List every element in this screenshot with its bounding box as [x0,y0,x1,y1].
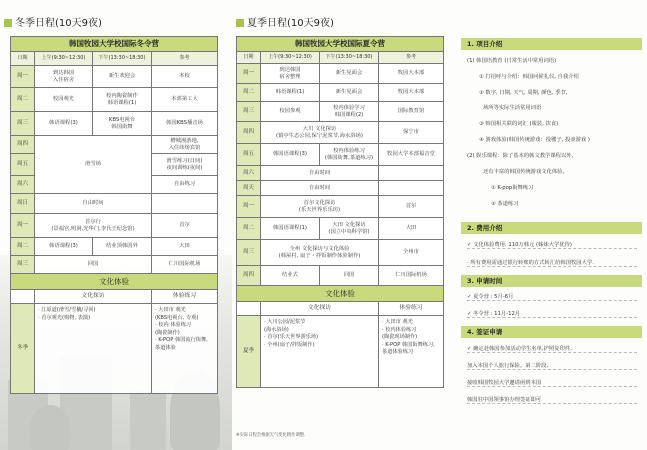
afternoon-cell: 校内体验练习 (韩国街舞,茶道练习) [320,144,379,166]
culture-practice-item: · 校内体验练习 [382,326,417,333]
culture-corner-cell [237,302,261,316]
winter-culture-practice [152,304,218,394]
afternoon-cell: 新生欢迎会 [93,66,152,88]
day-cell: 周一 [237,64,261,84]
morning-cell: 韩国语课程(1) [261,218,320,240]
info-line: ✓ 确定赴韩国参加活动学生名单,护照复印件, [467,344,637,353]
info-line: (1) 韩国语教育 (日常生活中常用词语) [467,58,557,64]
info-line: ② 茶道练习 [491,201,519,207]
section-heading: 1. 项目介绍 [461,38,642,50]
building-shape [130,390,166,450]
section-heading: 2. 费用介绍 [461,222,642,234]
reference-cell: 槽城漫游地, 入住纬炀宾馆 [152,136,218,154]
day-cell: 周二 [237,84,261,102]
reference-cell: 首尔 [152,214,218,238]
info-line: ② 数字, 日期, 天气, 周期, 颜色, 季节, [479,90,568,96]
day-cell: 周六 [237,166,261,181]
reference-cell: 仁川国际机场 [152,256,218,274]
day-cell: 周天 [237,181,261,196]
summer-footnote: ※实际日程会根据天气变化稍作调整. [236,433,306,438]
info-line: 接收韩国牧园大学邀请函到本国 [467,378,637,387]
info-line: ✓ 文化体验费用: 110万韩元 (姊妹大学优待) [467,240,637,249]
morning-cell: 到达韩国 宿舍整理 [261,64,320,84]
summer-schedule-table [236,36,444,388]
culture-visit-item: · 首尔观光(购物, 表演) [38,314,91,321]
day-cell: 周六 [11,176,35,194]
culture-visit-item: · 大川公园/泥浆节 [264,319,306,325]
info-line: · 所有费用需通过银行转账的方式转汇给韩国牧园大学. [467,258,637,267]
free-time-cell: 自由时间 [35,194,152,214]
morning-cell: 校园观光 [35,88,93,112]
reference-cell: 滑雪练习(日间) 夜间训练(夜间) [152,154,218,176]
morning-cell: 韩语课程(1) [261,84,320,102]
afternoon-cell: 结业顶韩国外 [93,238,152,256]
day-cell: 周二 [11,88,35,112]
ski-resort-cell: 滑雪场 [35,136,152,194]
reference-cell: 本校 [152,66,218,88]
culture-practice-item: 茶道体验 [155,344,176,351]
reference-cell [379,166,444,181]
info-line: ① K-pop街舞练习 [491,185,534,191]
reference-cell: 大田 [379,218,444,240]
culture-practice-item: (KBS电视台, 专观) [155,314,199,321]
culture-visit-item: · 江原道(滑雪/雪橇/寻回) [38,307,96,313]
winter-culture-title: 文化体验 [11,274,218,290]
section-heading: 4. 签证申请 [461,326,642,338]
summer-culture-practice [379,316,444,388]
morning-cell: 韩国语课程(3) [261,144,320,166]
afternoon-cell: 大田 文化探访 (国立中央科学馆) [320,218,379,240]
day-cell: 周二 [237,218,261,240]
header-afternoon: 下午(13:30~18:30) [93,52,152,66]
afternoon-cell: KBS电视台 韩国街舞 [93,112,152,136]
culture-practice-item: 茶道体验练习 [382,349,414,356]
day-cell: 周二 [11,238,35,256]
square-bullet-icon [236,19,244,27]
info-line: 加入本国个人旅行保险。第二阶段, [467,361,637,370]
reference-cell: 牧园大学本部福音堂 [379,144,444,166]
return-home-cell: 回国 [35,256,152,274]
culture-visit-item: (海水浴场) [264,326,289,333]
summer-culture-visits [261,316,379,388]
day-cell: 周三 [237,240,261,266]
reference-cell: 牧园大本部 [379,84,444,102]
summer-section-title: 夏季日程(10天9夜) [236,14,334,29]
day-cell: 周四 [11,136,35,154]
morning-cell: 校园参观 [261,102,320,122]
info-line: ④ 游戏体验(韩国传统游戏：投毽子, 投壶游戏 ) [479,137,590,143]
header-date: 日期 [237,52,261,64]
culture-practice-header: 体验练习 [379,302,444,316]
day-cell: 周五 [11,154,35,176]
reference-cell: 仁川国际机场 [379,266,444,286]
section-heading: 3. 申请时间 [461,275,642,287]
culture-practice-item: · K-POP 韩国街舞练习, [382,341,435,348]
culture-practice-item: · K-POP 韩国流行街舞, [155,337,208,344]
header-reference: 参考 [152,52,218,66]
day-cell: 周三 [11,256,35,274]
reference-cell: 全州市 [379,240,444,266]
morning-cell: 结业式 [261,266,320,286]
seoul-trip-cell: 首尔文化探访 (乐天世界乐乐坊) [261,196,379,218]
morning-cell: 韩语课程(3) [35,238,93,256]
afternoon-cell: 校内陶瓷制作 韩语课程(1) [93,88,152,112]
header-date: 日期 [11,52,35,66]
winter-culture-visits [35,304,152,394]
culture-visit-header: 文化探访 [261,302,379,316]
reference-cell [152,194,218,214]
reference-cell: 韩国KBS播音场 [152,112,218,136]
culture-season-cell: 冬季 [11,304,35,394]
morning-cell: 韩语课程(3) [35,112,93,136]
reference-cell: 牧园大本部 [379,64,444,84]
day-cell: 周一 [11,214,35,238]
square-bullet-icon [4,19,12,27]
header-afternoon: 下午(13:30~18:30) [320,52,379,64]
boryeong-trip-cell: 大川 文化探访 (镇亭生态公园,保宁泥浆节,海水浴场) [261,122,379,144]
info-line: ✓ 夏令营 : 5月-6月 [467,292,637,301]
info-line: 场所等实际生活常用词语 [483,105,542,111]
culture-visit-header: 文化探访 [35,290,152,304]
header-reference: 参考 [379,52,444,64]
info-line: ① 打招呼与介绍：韩国问候礼仪, 自我介绍 [479,74,579,80]
reference-cell: 首尔 [379,196,444,218]
free-time-cell: 自由时间 [261,181,379,196]
culture-practice-item: (陶瓷现场制作) [382,334,418,341]
tree-shape [30,405,70,450]
reference-cell: 本部第工大 [152,88,218,112]
afternoon-cell: 回国 [320,266,379,286]
reference-cell: 大田 [152,238,218,256]
day-cell: 周五 [237,144,261,166]
day-cell: 周日 [11,194,35,214]
reference-cell: 保宁市 [379,122,444,144]
culture-practice-header: 体验练习 [152,290,218,304]
winter-table-title: 韩国牧园大学校国际冬令营 [11,37,218,52]
culture-practice-item: · 校内 体验练习 [155,322,192,329]
culture-corner-cell [11,290,35,304]
culture-practice-item: · 大田市 观光 [155,307,186,313]
header-morning: 上午(9:30~12:30) [35,52,93,66]
afternoon-cell: 新生见面会 [320,64,379,84]
winter-schedule-table [10,36,218,394]
culture-visit-item: · 全州(扇子/拌饭制作) [264,341,315,348]
afternoon-cell: 校内体验学习 韩国课程(2) [320,102,379,122]
info-line: (2) 娱乐课程：除了基本的韩文教学课程以外, [467,153,574,159]
summer-culture-title: 文化体验 [237,286,444,302]
day-cell: 周一 [11,66,35,88]
winter-section-title: 冬季日程(10天9夜) [4,14,102,29]
header-morning: 上午(9:30~12:30) [261,52,320,64]
culture-visit-item: · 首尔(乐天世界游乐场) [264,334,319,341]
info-line: ✓ 冬令营 : 11月-12月 [467,309,637,318]
info-line: ③ 韩国相关联的词汇 (服装, 饮食) [479,121,559,127]
jeonju-trip-cell: 全州 文化探访与文化体验 (韩屋村, 扇子・拌饭制作体验制作) [261,240,379,266]
day-cell: 周四 [237,122,261,144]
reference-cell: 国际教育馆 [379,102,444,122]
summer-table-title: 韩国牧园大学校国际夏令营 [237,37,444,52]
culture-practice-item: · 大田市 观光 [382,319,413,325]
morning-cell: 到达韩国 入住宿舍 [35,66,93,88]
free-time-cell: 自由时间 [261,166,379,181]
reference-cell [379,181,444,196]
afternoon-cell: 新生见面会 [320,84,379,102]
day-cell: 周三 [237,102,261,122]
reference-cell: 自由练习 [152,176,218,194]
day-cell: 周三 [11,112,35,136]
info-line: 韩国驻中国领事馆办理签证即可 [467,395,637,404]
day-cell: 周四 [237,266,261,286]
culture-practice-item: (陶瓷制作) [155,329,180,336]
info-line: 还有丰富的韩国传统游戏文化体验。 [483,169,568,175]
culture-season-cell: 夏季 [237,316,261,388]
seoul-trip-cell: 首尔行 (景福宫,明洞,光华门,李氏王纪念馆) [35,214,152,238]
day-cell: 周一 [237,196,261,218]
